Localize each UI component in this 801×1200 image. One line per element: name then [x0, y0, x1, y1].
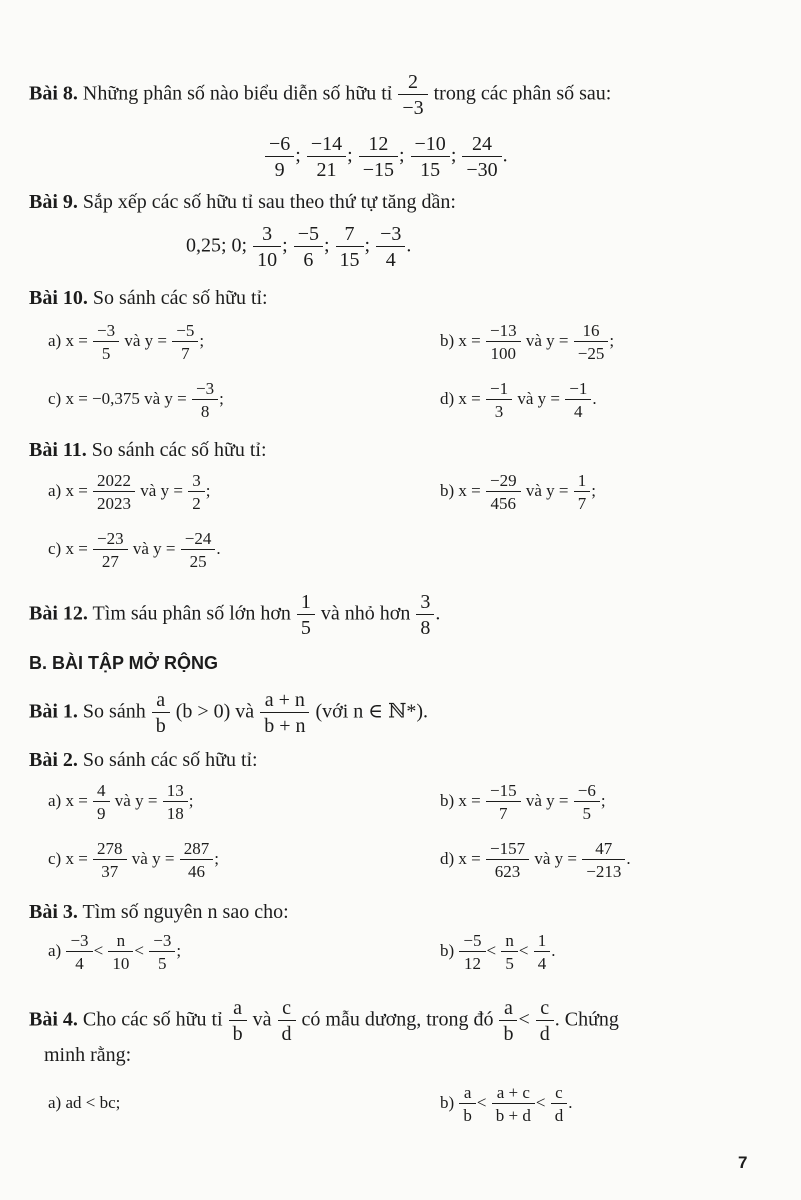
exercise-12: Bài 12. Tìm sáu phân số lớn hơn $\frac{1}{5}$ và nhỏ hơn $\frac{3}{8}$ .: [29, 591, 441, 639]
extension-2c: c) x = $\frac{278}{37}$ và y = $\frac{287}{46}$ ;: [48, 839, 219, 881]
extension-exercise-1: Bài 1. So sánh $\frac{a}{b}$ (b > 0) và $\frac{a + n}{b + n}$ (với n ∈ ℕ*).: [29, 689, 429, 737]
exercise-10d: d) x = $\frac{-1}{3}$ và y = $\frac{-1}{4}$ .: [440, 379, 597, 421]
exercise-8-fractions: $\frac{-6}{9}$ ; $\frac{-14}{21}$ ; $\frac{12}{-15}$ ; $\frac{-10}{15}$ ; $\frac{24}{-30}$ .: [264, 134, 508, 180]
exercise-label: Bài 8.: [29, 82, 78, 105]
extension-2d: d) x = $\frac{-157}{623}$ và y = $\frac{47}{-213}$ .: [440, 839, 631, 881]
page-number: 7: [738, 1153, 748, 1172]
extension-3a: a) $\frac{-3}{4}$ < $\frac{n}{10}$ < $\frac{-3}{5}$ ;: [48, 931, 182, 973]
exercise-10b: b) x = $\frac{-13}{100}$ và y = $\frac{16}{-25}$ ;: [440, 321, 615, 363]
extension-exercise-4: Bài 4. Cho các số hữu tỉ $\frac{a}{b}$ và $\frac{c}{d}$ có mẫu dương, trong đó $\frac{a}{b}$ < $\frac{c}{d}$ . Chứng: [29, 997, 619, 1045]
section-heading: B. BÀI TẬP MỞ RỘNG: [29, 653, 219, 673]
extension-4b: b) $\frac{a}{b}$ < $\frac{a + c}{b + d}$ < $\frac{c}{d}$ .: [440, 1083, 573, 1125]
exercise-10c: c) x = −0,375 và y = $\frac{-3}{8}$ ;: [48, 379, 224, 421]
exercise-11b: b) x = $\frac{-29}{456}$ và y = $\frac{1}{7}$ ;: [440, 471, 596, 513]
exercise-9-numbers: 0,25; 0; $\frac{3}{10}$ ; $\frac{-5}{6}$ ; $\frac{7}{15}$ ; $\frac{-3}{4}$ .: [186, 223, 412, 271]
extension-4-line2: minh rằng:: [44, 1044, 132, 1066]
exercise-8: Bài 8. Những phân số nào biểu diễn số hữu tỉ $\frac{2}{-3}$ trong các phân số sau:: [29, 71, 612, 119]
extension-exercise-3: Bài 3. Tìm số nguyên n sao cho:: [29, 901, 289, 923]
extension-3b: b) $\frac{-5}{12}$ < $\frac{n}{5}$ < $\frac{1}{4}$ .: [440, 931, 556, 973]
exercise-10: Bài 10. So sánh các số hữu tỉ:: [29, 287, 268, 309]
extension-4a: a) ad < bc;: [48, 1093, 121, 1112]
exercise-11a: a) x = $\frac{2022}{2023}$ và y = $\frac{3}{2}$ ;: [48, 471, 211, 513]
extension-2a: a) x = $\frac{4}{9}$ và y = $\frac{13}{18}$ ;: [48, 781, 194, 823]
extension-exercise-2: Bài 2. So sánh các số hữu tỉ:: [29, 749, 258, 771]
exercise-11: Bài 11. So sánh các số hữu tỉ:: [29, 439, 267, 461]
extension-2b: b) x = $\frac{-15}{7}$ và y = $\frac{-6}{5}$ ;: [440, 781, 606, 823]
exercise-9: Bài 9. Sắp xếp các số hữu tỉ sau theo thứ tự tăng dần:: [29, 191, 456, 213]
exercise-11c: c) x = $\frac{-23}{27}$ và y = $\frac{-24}{25}$ .: [48, 529, 221, 571]
exercise-10a: a) x = $\frac{-3}{5}$ và y = $\frac{-5}{7}$ ;: [48, 321, 205, 363]
